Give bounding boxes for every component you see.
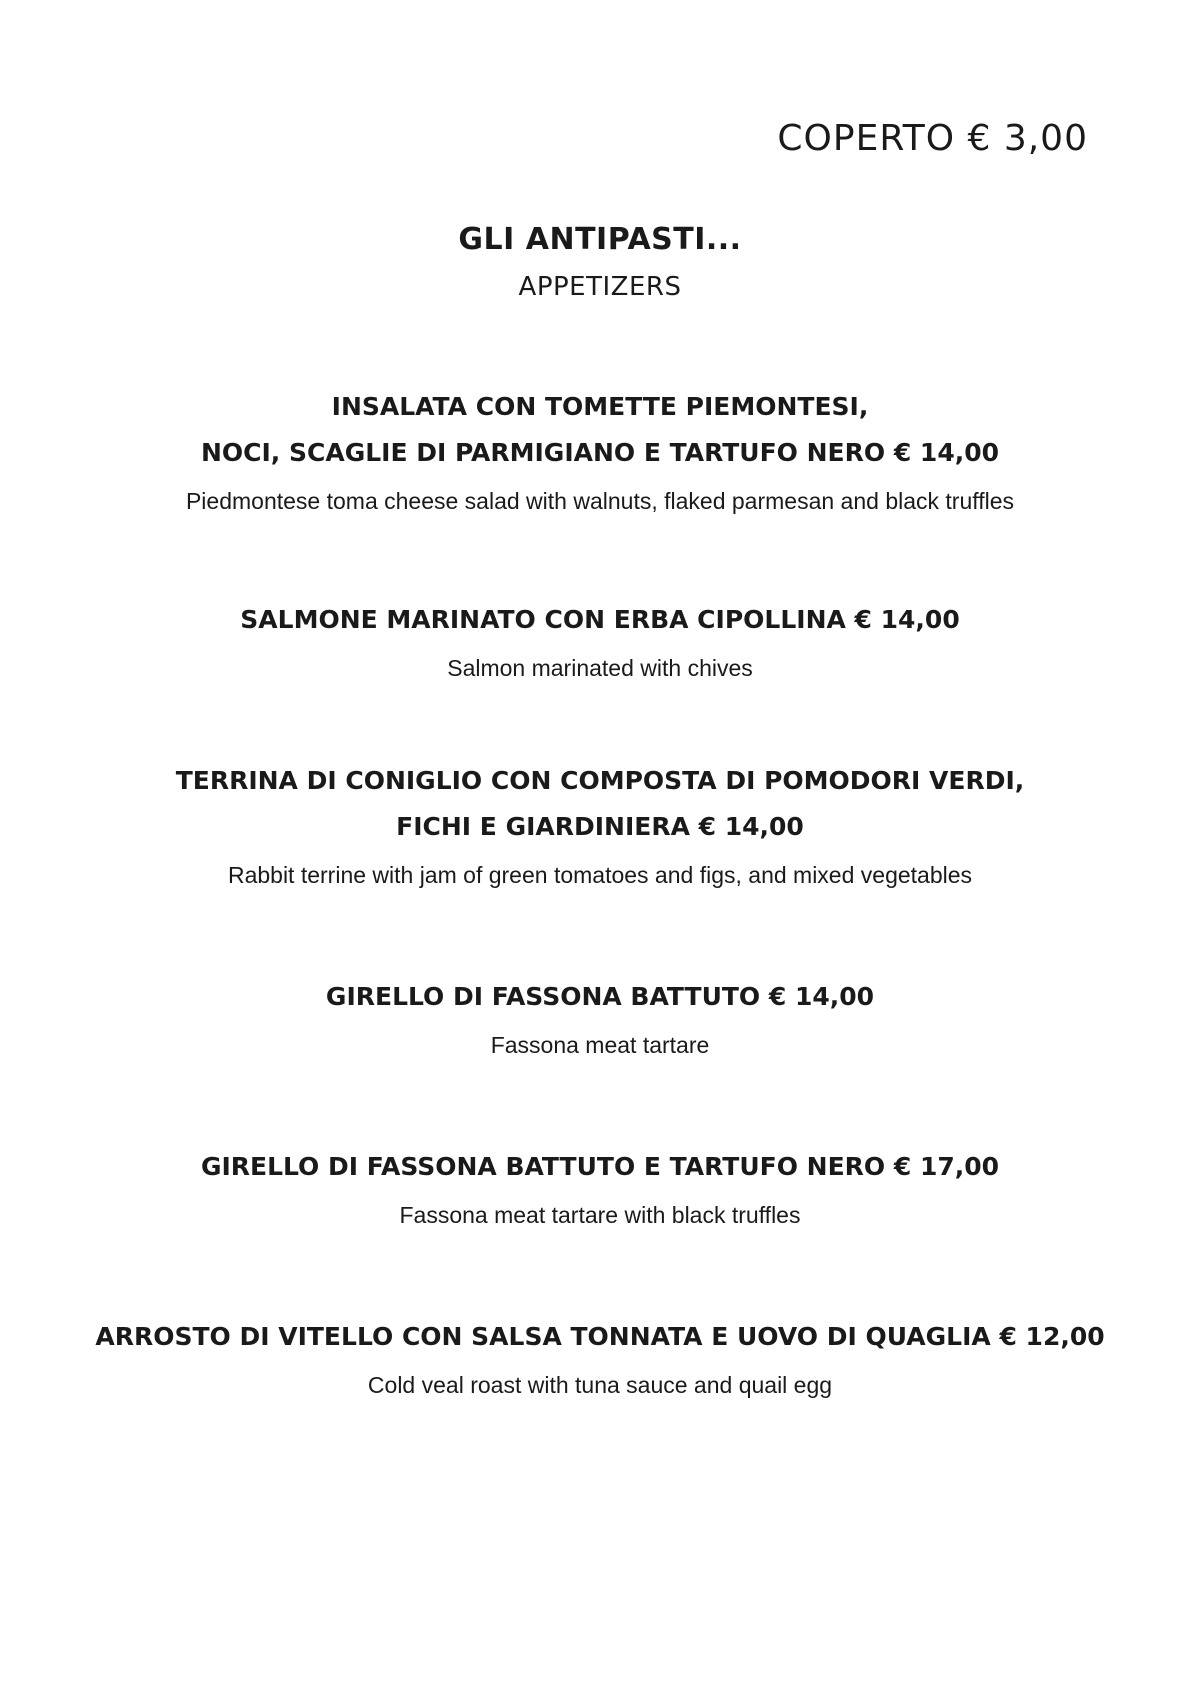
menu-item bbox=[0, 1310, 1200, 1402]
menu-item-name: TERRINA DI CONIGLIO CON COMPOSTA DI POMODORI VERDI, bbox=[175, 766, 1025, 795]
menu-item-description: Fassona meat tartare with black truffles bbox=[399, 1202, 801, 1228]
menu-item-name: GIRELLO DI FASSONA BATTUTO € 14,00 bbox=[325, 982, 875, 1011]
section-subtitle: APPETIZERS bbox=[518, 272, 682, 302]
menu-item-description: Cold veal roast with tuna sauce and quail egg bbox=[367, 1372, 833, 1398]
cover-charge: COPERTO € 3,00 bbox=[777, 118, 1088, 159]
menu-item-description: Salmon marinated with chives bbox=[447, 655, 753, 681]
menu-item-description: Piedmontese toma cheese salad with walnuts, flaked parmesan and black truffles bbox=[185, 488, 1015, 514]
menu-item bbox=[0, 593, 1200, 685]
menu-item bbox=[0, 380, 1200, 518]
menu-item-name: ARROSTO DI VITELLO CON SALSA TONNATA E UOVO DI QUAGLIA € 12,00 bbox=[95, 1322, 1105, 1351]
section-title: GLI ANTIPASTI... bbox=[458, 222, 742, 257]
menu-item-name: SALMONE MARINATO CON ERBA CIPOLLINA € 14,00 bbox=[240, 605, 960, 634]
menu-item bbox=[0, 754, 1200, 892]
menu-item-name: FICHI E GIARDINIERA € 14,00 bbox=[396, 812, 804, 841]
menu-item-name: INSALATA CON TOMETTE PIEMONTESI, bbox=[331, 392, 869, 421]
menu-item bbox=[0, 1140, 1200, 1232]
menu-item bbox=[0, 970, 1200, 1062]
menu-item-name: NOCI, SCAGLIE DI PARMIGIANO E TARTUFO NERO € 14,00 bbox=[200, 438, 999, 467]
menu-item-description: Fassona meat tartare bbox=[490, 1032, 710, 1058]
menu-item-name: GIRELLO DI FASSONA BATTUTO E TARTUFO NERO € 17,00 bbox=[200, 1152, 1000, 1181]
menu-item-description: Rabbit terrine with jam of green tomatoes and figs, and mixed vegetables bbox=[227, 862, 973, 888]
